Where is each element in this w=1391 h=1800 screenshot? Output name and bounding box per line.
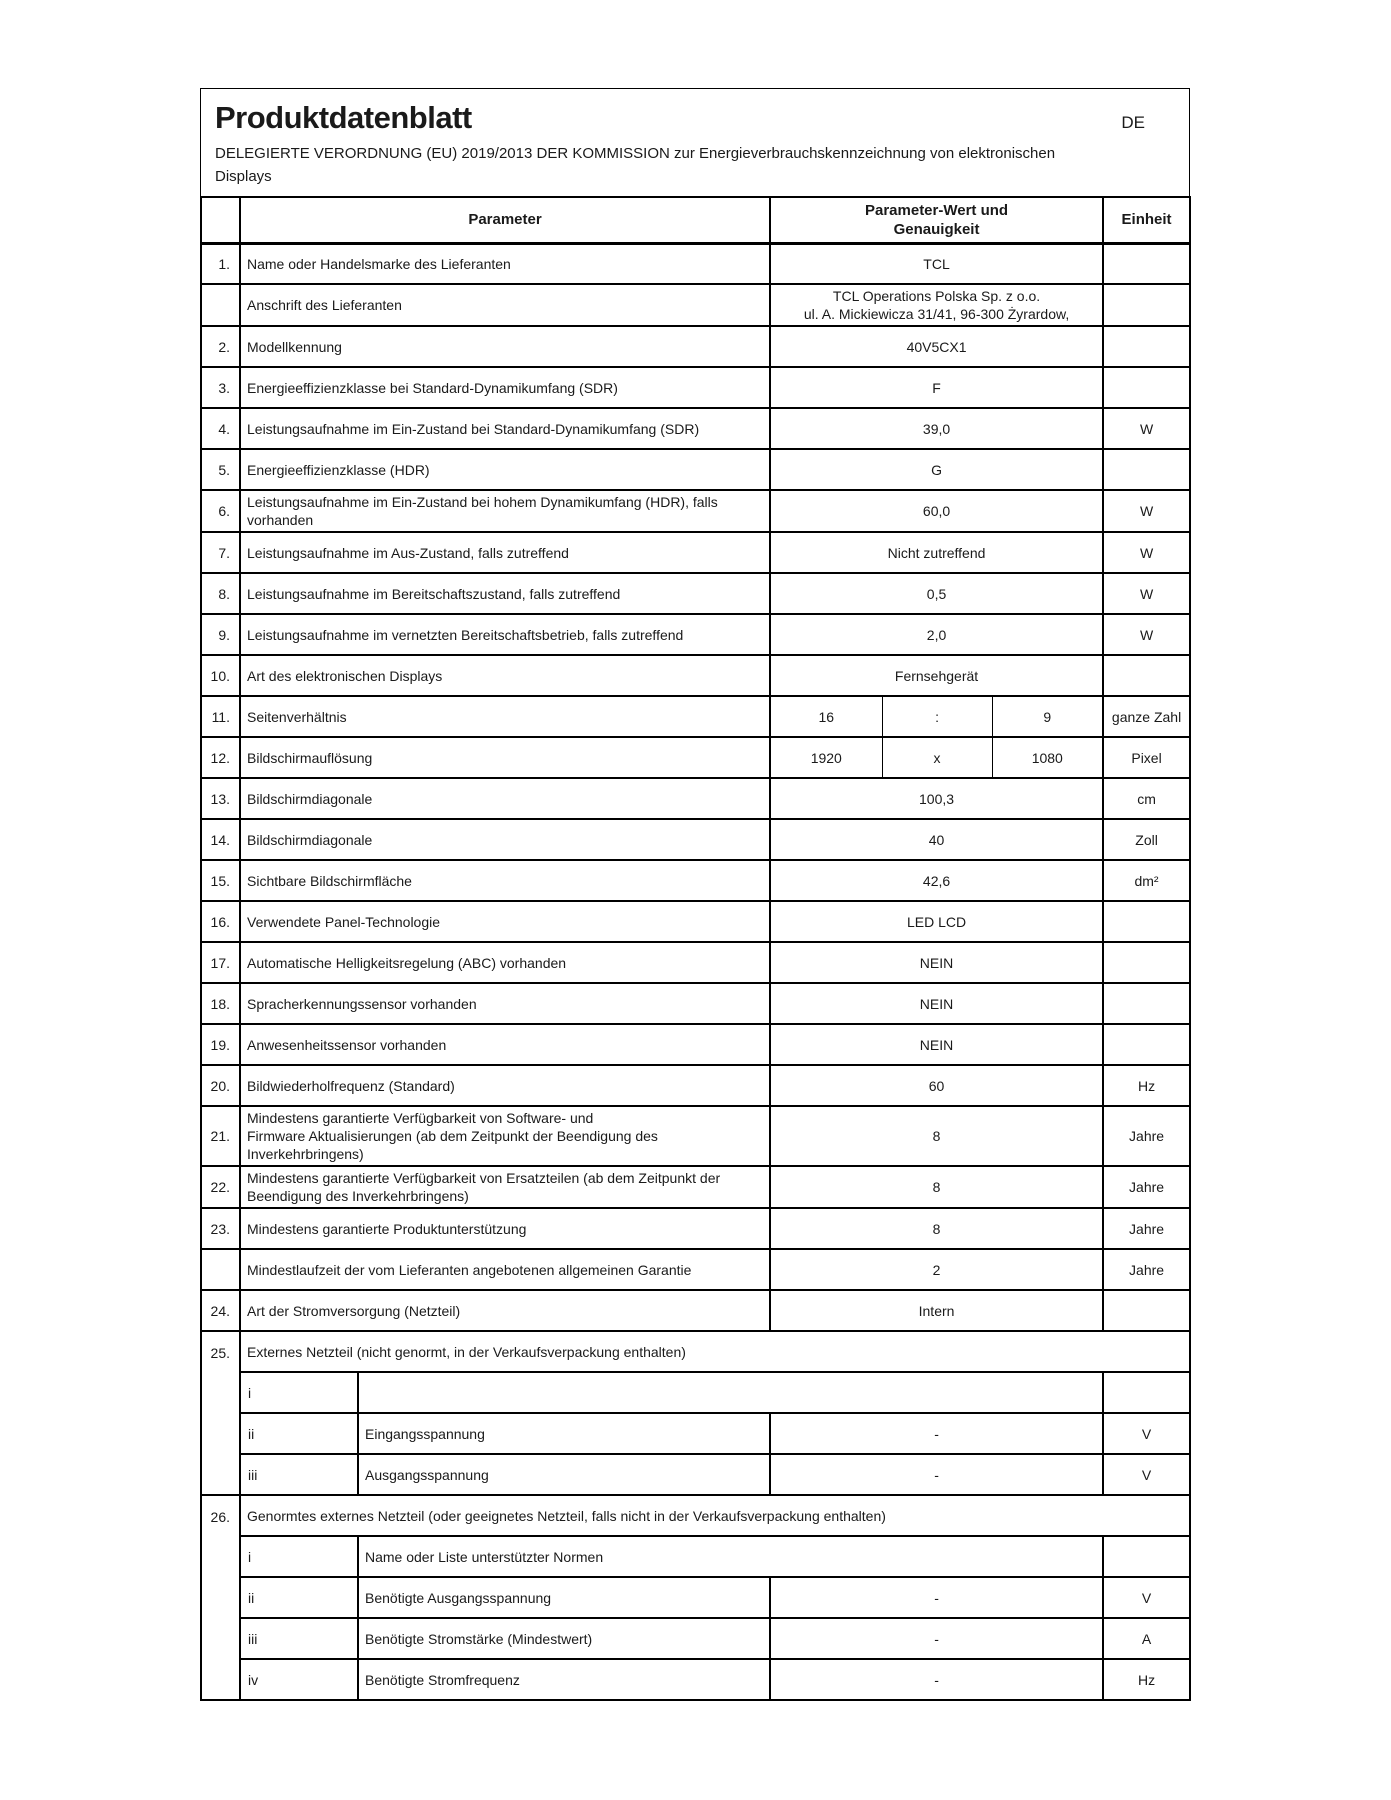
parameter-value-part-2: 1080	[992, 737, 1103, 778]
page-title: Produktdatenblatt	[215, 100, 472, 135]
parameter-value: 8	[770, 1166, 1103, 1208]
parameter-label: Bildschirmauflösung	[240, 737, 770, 778]
parameter-label: Mindestens garantierte Verfügbarkeit von Software- und Firmware Aktualisierungen (ab dem Zeitpunkt der Beendigung des Inverkehrbringens)	[240, 1106, 770, 1166]
row-number	[201, 284, 240, 326]
parameter-label: Benötigte Stromstärke (Mindestwert)	[358, 1618, 770, 1659]
row-number: 7.	[201, 532, 240, 573]
row-number: 4.	[201, 408, 240, 449]
subtitle-line-1: DELEGIERTE VERORDNUNG (EU) 2019/2013 DER KOMMISSION zur Energieverbrauchskennzeichnung von elektronischen	[215, 145, 1056, 162]
table-row	[201, 778, 1190, 819]
row-number: 17.	[201, 942, 240, 983]
table-row	[201, 737, 1190, 778]
row-number: 26.	[201, 1495, 240, 1700]
parameter-label: Anwesenheitssensor vorhanden	[240, 1024, 770, 1065]
parameter-value-part-1: 16	[770, 696, 882, 737]
parameter-label: Anschrift des Lieferanten	[240, 284, 770, 326]
row-number: 15.	[201, 860, 240, 901]
parameter-label: Energieeffizienzklasse bei Standard-Dynamikumfang (SDR)	[240, 367, 770, 408]
roman-index: i	[240, 1536, 358, 1577]
parameter-label: Mindestens garantierte Verfügbarkeit von Ersatzteilen (ab dem Zeitpunkt der Beendigung des Inverkehrbringens)	[240, 1166, 770, 1208]
parameter-value: 39,0	[770, 408, 1103, 449]
row-number: 8.	[201, 573, 240, 614]
title-row	[215, 99, 1175, 137]
table-row	[201, 655, 1190, 696]
unit-label: Hz	[1103, 1659, 1190, 1700]
parameter-value: NEIN	[770, 1024, 1103, 1065]
parameter-value: F	[770, 367, 1103, 408]
table-row	[201, 1454, 1190, 1495]
table-header-row	[201, 197, 1190, 243]
unit-label: Pixel	[1103, 737, 1190, 778]
parameter-value: NEIN	[770, 942, 1103, 983]
table-row	[201, 490, 1190, 532]
unit-label: V	[1103, 1577, 1190, 1618]
header-unit: Einheit	[1103, 197, 1190, 243]
row-number: 24.	[201, 1290, 240, 1331]
section-label: Genormtes externes Netzteil (oder geeignetes Netzteil, falls nicht in der Verkaufsverpackung enthalten)	[240, 1495, 1190, 1536]
parameter-label: Name oder Liste unterstützter Normen	[358, 1536, 1103, 1577]
roman-index: ii	[240, 1413, 358, 1454]
unit-label: Jahre	[1103, 1166, 1190, 1208]
row-number: 25.	[201, 1331, 240, 1495]
parameter-label: Leistungsaufnahme im Aus-Zustand, falls zutreffend	[240, 532, 770, 573]
table-row	[201, 449, 1190, 490]
parameter-label: Name oder Handelsmarke des Lieferanten	[240, 243, 770, 284]
parameter-label: Mindestlaufzeit der vom Lieferanten angebotenen allgemeinen Garantie	[240, 1249, 770, 1290]
table-row	[201, 1331, 1190, 1372]
table-row	[201, 1372, 1190, 1413]
parameter-value: TCL	[770, 243, 1103, 284]
table-row	[201, 1065, 1190, 1106]
header-value-line-1: Parameter-Wert und	[864, 201, 1009, 219]
parameter-label: Ausgangsspannung	[358, 1454, 770, 1495]
table-row	[201, 408, 1190, 449]
language-code: DE	[1121, 113, 1145, 132]
parameter-label: Spracherkennungssensor vorhanden	[240, 983, 770, 1024]
parameter-value: G	[770, 449, 1103, 490]
parameter-label: Leistungsaufnahme im vernetzten Bereitschaftsbetrieb, falls zutreffend	[240, 614, 770, 655]
parameter-label: Automatische Helligkeitsregelung (ABC) vorhanden	[240, 942, 770, 983]
parameter-value-part-2: 9	[992, 696, 1103, 737]
table-row	[201, 1495, 1190, 1536]
subtitle-line-2: Displays	[215, 168, 272, 185]
row-number: 19.	[201, 1024, 240, 1065]
unit-label: cm	[1103, 778, 1190, 819]
row-number: 1.	[201, 243, 240, 284]
table-row	[201, 901, 1190, 942]
parameter-value: 8	[770, 1208, 1103, 1249]
parameter-value: 100,3	[770, 778, 1103, 819]
unit-label: Zoll	[1103, 819, 1190, 860]
table-row	[201, 326, 1190, 367]
parameter-value: TCL Operations Polska Sp. z o.o. ul. A. Mickiewicza 31/41, 96-300 Żyrardow,	[770, 284, 1103, 326]
table-row	[201, 1249, 1190, 1290]
parameter-label: Bildwiederholfrequenz (Standard)	[240, 1065, 770, 1106]
parameter-value: -	[770, 1413, 1103, 1454]
parameter-value: 60,0	[770, 490, 1103, 532]
parameter-value: 8	[770, 1106, 1103, 1166]
table-row	[201, 573, 1190, 614]
unit-label	[1103, 983, 1190, 1024]
table-row	[201, 1536, 1190, 1577]
unit-label	[1103, 326, 1190, 367]
unit-label	[1103, 1372, 1190, 1413]
unit-label	[1103, 1536, 1190, 1577]
table-row	[201, 1208, 1190, 1249]
document-page	[200, 88, 1190, 1701]
unit-label: dm²	[1103, 860, 1190, 901]
table-row	[201, 1413, 1190, 1454]
parameter-value: -	[770, 1454, 1103, 1495]
parameter-label: Modellkennung	[240, 326, 770, 367]
roman-index: i	[240, 1372, 358, 1413]
unit-label: Hz	[1103, 1065, 1190, 1106]
table-row	[201, 1166, 1190, 1208]
table-row	[201, 243, 1190, 284]
parameter-value: 0,5	[770, 573, 1103, 614]
unit-label: Jahre	[1103, 1249, 1190, 1290]
unit-label	[1103, 367, 1190, 408]
subtitle	[215, 142, 1175, 188]
table-row	[201, 1659, 1190, 1700]
parameter-value: LED LCD	[770, 901, 1103, 942]
parameter-label: Leistungsaufnahme im Ein-Zustand bei Standard-Dynamikumfang (SDR)	[240, 408, 770, 449]
datasheet-body	[201, 243, 1190, 1700]
table-row	[201, 1618, 1190, 1659]
table-row	[201, 942, 1190, 983]
roman-index: iii	[240, 1454, 358, 1495]
unit-label: W	[1103, 408, 1190, 449]
table-row	[201, 284, 1190, 326]
table-row	[201, 696, 1190, 737]
datasheet-table	[200, 196, 1191, 1701]
table-row	[201, 1024, 1190, 1065]
parameter-value: Fernsehgerät	[770, 655, 1103, 696]
unit-label: Jahre	[1103, 1208, 1190, 1249]
unit-label: W	[1103, 490, 1190, 532]
title-box	[200, 88, 1190, 196]
table-row	[201, 1106, 1190, 1166]
parameter-value-separator: :	[882, 696, 992, 737]
unit-label	[1103, 284, 1190, 326]
parameter-label: Leistungsaufnahme im Bereitschaftszustand, falls zutreffend	[240, 573, 770, 614]
table-row	[201, 532, 1190, 573]
parameter-value: -	[770, 1618, 1103, 1659]
row-number: 21.	[201, 1106, 240, 1166]
unit-label: A	[1103, 1618, 1190, 1659]
parameter-value: NEIN	[770, 983, 1103, 1024]
table-row	[201, 614, 1190, 655]
row-number: 9.	[201, 614, 240, 655]
row-number: 12.	[201, 737, 240, 778]
row-number: 10.	[201, 655, 240, 696]
row-number: 13.	[201, 778, 240, 819]
parameter-label: Eingangsspannung	[358, 1413, 770, 1454]
parameter-value: 60	[770, 1065, 1103, 1106]
row-number: 2.	[201, 326, 240, 367]
parameter-value: 42,6	[770, 860, 1103, 901]
unit-label	[1103, 1290, 1190, 1331]
row-number: 22.	[201, 1166, 240, 1208]
parameter-value: 40V5CX1	[770, 326, 1103, 367]
parameter-value: Intern	[770, 1290, 1103, 1331]
roman-index: ii	[240, 1577, 358, 1618]
parameter-label: Benötigte Stromfrequenz	[358, 1659, 770, 1700]
parameter-label: Art der Stromversorgung (Netzteil)	[240, 1290, 770, 1331]
parameter-value: -	[770, 1577, 1103, 1618]
roman-index: iii	[240, 1618, 358, 1659]
parameter-label: Sichtbare Bildschirmfläche	[240, 860, 770, 901]
parameter-label: Energieeffizienzklasse (HDR)	[240, 449, 770, 490]
parameter-value-part-1: 1920	[770, 737, 882, 778]
parameter-label: Bildschirmdiagonale	[240, 778, 770, 819]
row-number: 23.	[201, 1208, 240, 1249]
header-empty-cell	[201, 197, 240, 243]
unit-label: Jahre	[1103, 1106, 1190, 1166]
row-number	[201, 1249, 240, 1290]
row-number: 20.	[201, 1065, 240, 1106]
unit-label	[1103, 942, 1190, 983]
parameter-label: Benötigte Ausgangsspannung	[358, 1577, 770, 1618]
header-value	[770, 197, 1103, 243]
table-row	[201, 819, 1190, 860]
row-number: 16.	[201, 901, 240, 942]
table-row	[201, 983, 1190, 1024]
row-number: 11.	[201, 696, 240, 737]
table-row	[201, 860, 1190, 901]
table-row	[201, 367, 1190, 408]
unit-label	[1103, 901, 1190, 942]
section-label: Externes Netzteil (nicht genormt, in der Verkaufsverpackung enthalten)	[240, 1331, 1190, 1372]
unit-label	[1103, 1024, 1190, 1065]
parameter-label: Verwendete Panel-Technologie	[240, 901, 770, 942]
parameter-value: 40	[770, 819, 1103, 860]
unit-label: ganze Zahl	[1103, 696, 1190, 737]
unit-label	[1103, 655, 1190, 696]
row-number: 14.	[201, 819, 240, 860]
unit-label: W	[1103, 573, 1190, 614]
unit-label: W	[1103, 532, 1190, 573]
table-row	[201, 1577, 1190, 1618]
header-value-line-2: Genauigkeit	[893, 220, 980, 238]
parameter-value: -	[770, 1659, 1103, 1700]
parameter-label: Leistungsaufnahme im Ein-Zustand bei hohem Dynamikumfang (HDR), falls vorhanden	[240, 490, 770, 532]
row-number: 5.	[201, 449, 240, 490]
unit-label: V	[1103, 1454, 1190, 1495]
parameter-label: Art des elektronischen Displays	[240, 655, 770, 696]
parameter-value: 2	[770, 1249, 1103, 1290]
row-number: 6.	[201, 490, 240, 532]
parameter-label	[358, 1372, 1103, 1413]
roman-index: iv	[240, 1659, 358, 1700]
unit-label	[1103, 449, 1190, 490]
parameter-value-separator: x	[882, 737, 992, 778]
parameter-value: Nicht zutreffend	[770, 532, 1103, 573]
parameter-label: Mindestens garantierte Produktunterstützung	[240, 1208, 770, 1249]
parameter-label: Bildschirmdiagonale	[240, 819, 770, 860]
parameter-value: 2,0	[770, 614, 1103, 655]
unit-label: W	[1103, 614, 1190, 655]
parameter-label: Seitenverhältnis	[240, 696, 770, 737]
unit-label	[1103, 243, 1190, 284]
row-number: 3.	[201, 367, 240, 408]
header-parameter: Parameter	[240, 197, 770, 243]
row-number: 18.	[201, 983, 240, 1024]
unit-label: V	[1103, 1413, 1190, 1454]
table-row	[201, 1290, 1190, 1331]
